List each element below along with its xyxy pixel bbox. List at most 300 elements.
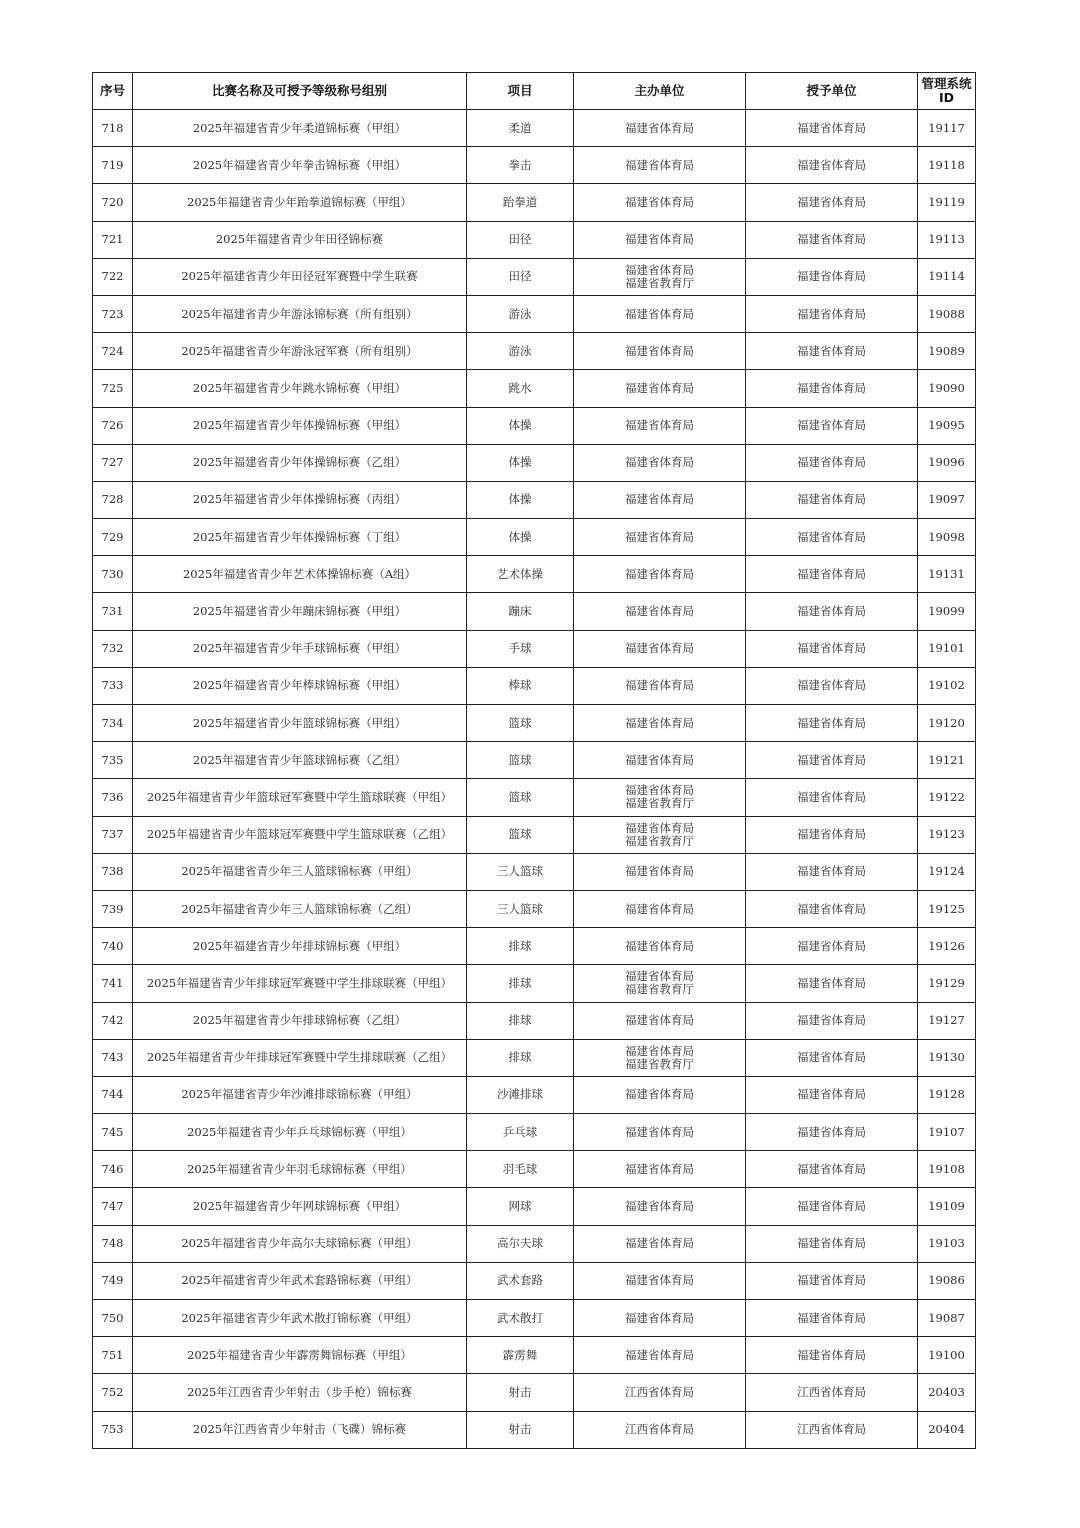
cell-sysid: 19097 bbox=[918, 481, 976, 518]
cell-name: 2025年江西省青少年射击（飞碟）锦标赛 bbox=[133, 1411, 467, 1448]
host-org: 福建省体育局 bbox=[625, 969, 694, 984]
cell-name: 2025年福建省青少年田径锦标赛 bbox=[133, 221, 467, 258]
cell-grantor: 福建省体育局 bbox=[746, 519, 918, 556]
cell-seq: 745 bbox=[93, 1114, 133, 1151]
cell-seq: 725 bbox=[93, 370, 133, 407]
cell-event: 高尔夫球 bbox=[467, 1225, 574, 1262]
cell-event: 体操 bbox=[467, 519, 574, 556]
table-row bbox=[93, 1076, 976, 1113]
cell-event: 射击 bbox=[467, 1411, 574, 1448]
cell-grantor: 福建省体育局 bbox=[746, 333, 918, 370]
cell-seq: 720 bbox=[93, 184, 133, 221]
cell-name: 2025年福建省青少年拳击锦标赛（甲组） bbox=[133, 147, 467, 184]
header-event: 项目 bbox=[467, 73, 574, 110]
cell-event: 游泳 bbox=[467, 333, 574, 370]
cell-name: 2025年福建省青少年篮球冠军赛暨中学生篮球联赛（甲组） bbox=[133, 779, 467, 816]
cell-host bbox=[574, 1114, 746, 1151]
table-row bbox=[93, 1411, 976, 1448]
host-org: 江西省体育局 bbox=[625, 1422, 694, 1437]
table-row bbox=[93, 1188, 976, 1225]
table-row bbox=[93, 258, 976, 295]
cell-grantor: 福建省体育局 bbox=[746, 1300, 918, 1337]
cell-name: 2025年福建省青少年篮球锦标赛（甲组） bbox=[133, 705, 467, 742]
cell-event: 柔道 bbox=[467, 110, 574, 147]
cell-name: 2025年福建省青少年武术套路锦标赛（甲组） bbox=[133, 1262, 467, 1299]
cell-event: 霹雳舞 bbox=[467, 1337, 574, 1374]
cell-sysid: 19109 bbox=[918, 1188, 976, 1225]
cell-sysid: 19103 bbox=[918, 1225, 976, 1262]
cell-host bbox=[574, 1262, 746, 1299]
table-row bbox=[93, 928, 976, 965]
cell-grantor: 福建省体育局 bbox=[746, 1039, 918, 1076]
cell-name: 2025年福建省青少年排球冠军赛暨中学生排球联赛（甲组） bbox=[133, 965, 467, 1002]
table-row bbox=[93, 816, 976, 853]
table-row bbox=[93, 853, 976, 890]
cell-sysid: 19122 bbox=[918, 779, 976, 816]
cell-name: 2025年福建省青少年网球锦标赛（甲组） bbox=[133, 1188, 467, 1225]
table-row bbox=[93, 110, 976, 147]
cell-seq: 722 bbox=[93, 258, 133, 295]
cell-seq: 748 bbox=[93, 1225, 133, 1262]
table-row bbox=[93, 519, 976, 556]
table-row bbox=[93, 444, 976, 481]
table-row bbox=[93, 1002, 976, 1039]
cell-host bbox=[574, 853, 746, 890]
cell-name: 2025年江西省青少年射击（步手枪）锦标赛 bbox=[133, 1374, 467, 1411]
cell-sysid: 19095 bbox=[918, 407, 976, 444]
cell-sysid: 19125 bbox=[918, 890, 976, 927]
cell-event: 排球 bbox=[467, 965, 574, 1002]
host-org: 福建省体育局 bbox=[625, 1043, 694, 1058]
cell-name: 2025年福建省青少年沙滩排球锦标赛（甲组） bbox=[133, 1076, 467, 1113]
cell-seq: 746 bbox=[93, 1151, 133, 1188]
cell-grantor: 福建省体育局 bbox=[746, 481, 918, 518]
host-org: 福建省体育局 bbox=[625, 1199, 694, 1214]
cell-event: 拳击 bbox=[467, 147, 574, 184]
cell-name: 2025年福建省青少年篮球冠军赛暨中学生篮球联赛（乙组） bbox=[133, 816, 467, 853]
cell-event: 艺术体操 bbox=[467, 556, 574, 593]
host-org: 福建省体育局 bbox=[625, 783, 694, 798]
cell-name: 2025年福建省青少年体操锦标赛（丙组） bbox=[133, 481, 467, 518]
host-org: 福建省体育局 bbox=[625, 752, 694, 767]
host-org: 福建省体育局 bbox=[625, 678, 694, 693]
cell-seq: 750 bbox=[93, 1300, 133, 1337]
cell-grantor: 福建省体育局 bbox=[746, 742, 918, 779]
cell-event: 棒球 bbox=[467, 667, 574, 704]
cell-sysid: 20404 bbox=[918, 1411, 976, 1448]
host-org: 江西省体育局 bbox=[625, 1384, 694, 1399]
cell-event: 蹦床 bbox=[467, 593, 574, 630]
cell-host bbox=[574, 147, 746, 184]
cell-host bbox=[574, 1188, 746, 1225]
cell-host bbox=[574, 1337, 746, 1374]
cell-event: 游泳 bbox=[467, 295, 574, 332]
table-row bbox=[93, 1337, 976, 1374]
cell-sysid: 19090 bbox=[918, 370, 976, 407]
cell-event: 乒乓球 bbox=[467, 1114, 574, 1151]
host-org: 福建省体育局 bbox=[625, 1161, 694, 1176]
header-grantor: 授予单位 bbox=[746, 73, 918, 110]
cell-name: 2025年福建省青少年武术散打锦标赛（甲组） bbox=[133, 1300, 467, 1337]
cell-seq: 729 bbox=[93, 519, 133, 556]
cell-sysid: 19086 bbox=[918, 1262, 976, 1299]
host-org: 福建省体育局 bbox=[625, 1087, 694, 1102]
cell-seq: 753 bbox=[93, 1411, 133, 1448]
cell-sysid: 19107 bbox=[918, 1114, 976, 1151]
cell-name: 2025年福建省青少年三人篮球锦标赛（乙组） bbox=[133, 890, 467, 927]
cell-grantor: 福建省体育局 bbox=[746, 965, 918, 1002]
cell-sysid: 19124 bbox=[918, 853, 976, 890]
cell-grantor: 福建省体育局 bbox=[746, 444, 918, 481]
cell-event: 田径 bbox=[467, 221, 574, 258]
cell-host bbox=[574, 221, 746, 258]
cell-grantor: 福建省体育局 bbox=[746, 147, 918, 184]
cell-event: 体操 bbox=[467, 407, 574, 444]
cell-event: 三人篮球 bbox=[467, 890, 574, 927]
table-row bbox=[93, 1114, 976, 1151]
cell-sysid: 19128 bbox=[918, 1076, 976, 1113]
cell-sysid: 19100 bbox=[918, 1337, 976, 1374]
cell-event: 篮球 bbox=[467, 816, 574, 853]
cell-sysid: 19130 bbox=[918, 1039, 976, 1076]
cell-name: 2025年福建省青少年田径冠军赛暨中学生联赛 bbox=[133, 258, 467, 295]
host-org: 福建省体育局 bbox=[625, 1310, 694, 1325]
host-org: 福建省体育局 bbox=[625, 938, 694, 953]
cell-seq: 724 bbox=[93, 333, 133, 370]
cell-name: 2025年福建省青少年艺术体操锦标赛（A组） bbox=[133, 556, 467, 593]
table-row bbox=[93, 184, 976, 221]
cell-grantor: 福建省体育局 bbox=[746, 407, 918, 444]
table-row bbox=[93, 667, 976, 704]
table-row bbox=[93, 742, 976, 779]
cell-host bbox=[574, 407, 746, 444]
host-org: 福建省体育局 bbox=[625, 1273, 694, 1288]
cell-seq: 726 bbox=[93, 407, 133, 444]
cell-host bbox=[574, 556, 746, 593]
cell-grantor: 福建省体育局 bbox=[746, 630, 918, 667]
cell-event: 武术散打 bbox=[467, 1300, 574, 1337]
cell-event: 排球 bbox=[467, 928, 574, 965]
cell-host bbox=[574, 742, 746, 779]
header-host: 主办单位 bbox=[574, 73, 746, 110]
host-org: 福建省体育局 bbox=[625, 120, 694, 135]
host-org: 福建省体育局 bbox=[625, 715, 694, 730]
cell-grantor: 福建省体育局 bbox=[746, 1188, 918, 1225]
host-org: 福建省教育厅 bbox=[625, 796, 694, 811]
cell-name: 2025年福建省青少年手球锦标赛（甲组） bbox=[133, 630, 467, 667]
cell-sysid: 19087 bbox=[918, 1300, 976, 1337]
cell-event: 羽毛球 bbox=[467, 1151, 574, 1188]
host-org: 福建省体育局 bbox=[625, 232, 694, 247]
cell-seq: 739 bbox=[93, 890, 133, 927]
cell-name: 2025年福建省青少年蹦床锦标赛（甲组） bbox=[133, 593, 467, 630]
cell-grantor: 福建省体育局 bbox=[746, 853, 918, 890]
cell-name: 2025年福建省青少年羽毛球锦标赛（甲组） bbox=[133, 1151, 467, 1188]
cell-host bbox=[574, 333, 746, 370]
cell-name: 2025年福建省青少年体操锦标赛（乙组） bbox=[133, 444, 467, 481]
cell-sysid: 19088 bbox=[918, 295, 976, 332]
cell-seq: 751 bbox=[93, 1337, 133, 1374]
cell-name: 2025年福建省青少年柔道锦标赛（甲组） bbox=[133, 110, 467, 147]
cell-seq: 742 bbox=[93, 1002, 133, 1039]
cell-host bbox=[574, 444, 746, 481]
cell-host bbox=[574, 816, 746, 853]
table-row bbox=[93, 630, 976, 667]
cell-event: 体操 bbox=[467, 481, 574, 518]
table-row bbox=[93, 1374, 976, 1411]
cell-host bbox=[574, 890, 746, 927]
cell-sysid: 19101 bbox=[918, 630, 976, 667]
cell-grantor: 福建省体育局 bbox=[746, 667, 918, 704]
cell-host bbox=[574, 1002, 746, 1039]
cell-sysid: 19126 bbox=[918, 928, 976, 965]
cell-seq: 723 bbox=[93, 295, 133, 332]
host-org: 福建省体育局 bbox=[625, 1124, 694, 1139]
table-row bbox=[93, 890, 976, 927]
cell-event: 排球 bbox=[467, 1039, 574, 1076]
cell-grantor: 福建省体育局 bbox=[746, 1151, 918, 1188]
host-org: 福建省体育局 bbox=[625, 306, 694, 321]
table-row bbox=[93, 295, 976, 332]
table-row bbox=[93, 1039, 976, 1076]
table-row bbox=[93, 333, 976, 370]
cell-event: 网球 bbox=[467, 1188, 574, 1225]
cell-grantor: 福建省体育局 bbox=[746, 221, 918, 258]
cell-seq: 747 bbox=[93, 1188, 133, 1225]
cell-event: 手球 bbox=[467, 630, 574, 667]
cell-host bbox=[574, 258, 746, 295]
cell-name: 2025年福建省青少年排球冠军赛暨中学生排球联赛（乙组） bbox=[133, 1039, 467, 1076]
cell-sysid: 19096 bbox=[918, 444, 976, 481]
cell-sysid: 19118 bbox=[918, 147, 976, 184]
table-row bbox=[93, 1225, 976, 1262]
cell-grantor: 福建省体育局 bbox=[746, 1076, 918, 1113]
cell-grantor: 福建省体育局 bbox=[746, 556, 918, 593]
cell-name: 2025年福建省青少年游泳冠军赛（所有组别） bbox=[133, 333, 467, 370]
cell-seq: 731 bbox=[93, 593, 133, 630]
host-org: 福建省体育局 bbox=[625, 492, 694, 507]
cell-seq: 752 bbox=[93, 1374, 133, 1411]
cell-sysid: 19119 bbox=[918, 184, 976, 221]
cell-host bbox=[574, 928, 746, 965]
cell-grantor: 江西省体育局 bbox=[746, 1411, 918, 1448]
table-row bbox=[93, 147, 976, 184]
table-row bbox=[93, 779, 976, 816]
host-org: 福建省体育局 bbox=[625, 566, 694, 581]
cell-host bbox=[574, 184, 746, 221]
cell-host bbox=[574, 1411, 746, 1448]
cell-event: 篮球 bbox=[467, 779, 574, 816]
cell-name: 2025年福建省青少年体操锦标赛（丁组） bbox=[133, 519, 467, 556]
table-row bbox=[93, 221, 976, 258]
host-org: 福建省体育局 bbox=[625, 901, 694, 916]
cell-grantor: 福建省体育局 bbox=[746, 370, 918, 407]
cell-host bbox=[574, 1300, 746, 1337]
cell-name: 2025年福建省青少年排球锦标赛（甲组） bbox=[133, 928, 467, 965]
cell-event: 射击 bbox=[467, 1374, 574, 1411]
cell-host bbox=[574, 481, 746, 518]
cell-sysid: 19129 bbox=[918, 965, 976, 1002]
cell-grantor: 福建省体育局 bbox=[746, 110, 918, 147]
table-row bbox=[93, 481, 976, 518]
host-org: 福建省体育局 bbox=[625, 604, 694, 619]
cell-name: 2025年福建省青少年霹雳舞锦标赛（甲组） bbox=[133, 1337, 467, 1374]
cell-host bbox=[574, 110, 746, 147]
cell-sysid: 19098 bbox=[918, 519, 976, 556]
cell-seq: 730 bbox=[93, 556, 133, 593]
cell-seq: 721 bbox=[93, 221, 133, 258]
cell-seq: 744 bbox=[93, 1076, 133, 1113]
cell-name: 2025年福建省青少年高尔夫球锦标赛（甲组） bbox=[133, 1225, 467, 1262]
cell-event: 篮球 bbox=[467, 705, 574, 742]
cell-host bbox=[574, 630, 746, 667]
cell-name: 2025年福建省青少年体操锦标赛（甲组） bbox=[133, 407, 467, 444]
cell-seq: 734 bbox=[93, 705, 133, 742]
cell-grantor: 福建省体育局 bbox=[746, 1337, 918, 1374]
host-org: 福建省体育局 bbox=[625, 529, 694, 544]
cell-grantor: 福建省体育局 bbox=[746, 1262, 918, 1299]
cell-host bbox=[574, 1374, 746, 1411]
header-sysid-line1: 管理系统 bbox=[921, 76, 972, 91]
cell-name: 2025年福建省青少年跆拳道锦标赛（甲组） bbox=[133, 184, 467, 221]
cell-seq: 733 bbox=[93, 667, 133, 704]
host-org: 福建省体育局 bbox=[625, 418, 694, 433]
cell-host bbox=[574, 519, 746, 556]
cell-sysid: 19123 bbox=[918, 816, 976, 853]
cell-seq: 737 bbox=[93, 816, 133, 853]
cell-host bbox=[574, 1076, 746, 1113]
cell-name: 2025年福建省青少年游泳锦标赛（所有组别） bbox=[133, 295, 467, 332]
cell-sysid: 20403 bbox=[918, 1374, 976, 1411]
host-org: 福建省体育局 bbox=[625, 641, 694, 656]
cell-grantor: 福建省体育局 bbox=[746, 705, 918, 742]
host-org: 福建省体育局 bbox=[625, 262, 694, 277]
cell-event: 排球 bbox=[467, 1002, 574, 1039]
cell-grantor: 福建省体育局 bbox=[746, 1114, 918, 1151]
cell-seq: 735 bbox=[93, 742, 133, 779]
table-row bbox=[93, 1262, 976, 1299]
cell-seq: 719 bbox=[93, 147, 133, 184]
table-row bbox=[93, 593, 976, 630]
table-row bbox=[93, 705, 976, 742]
cell-sysid: 19113 bbox=[918, 221, 976, 258]
cell-name: 2025年福建省青少年排球锦标赛（乙组） bbox=[133, 1002, 467, 1039]
cell-host bbox=[574, 1225, 746, 1262]
cell-host bbox=[574, 1151, 746, 1188]
cell-grantor: 福建省体育局 bbox=[746, 184, 918, 221]
host-org: 福建省体育局 bbox=[625, 455, 694, 470]
cell-host bbox=[574, 1039, 746, 1076]
table-row bbox=[93, 1300, 976, 1337]
cell-seq: 740 bbox=[93, 928, 133, 965]
host-org: 福建省教育厅 bbox=[625, 275, 694, 290]
cell-host bbox=[574, 667, 746, 704]
cell-grantor: 江西省体育局 bbox=[746, 1374, 918, 1411]
host-org: 福建省体育局 bbox=[625, 194, 694, 209]
table-row bbox=[93, 370, 976, 407]
cell-grantor: 福建省体育局 bbox=[746, 593, 918, 630]
cell-grantor: 福建省体育局 bbox=[746, 779, 918, 816]
cell-event: 跳水 bbox=[467, 370, 574, 407]
cell-sysid: 19131 bbox=[918, 556, 976, 593]
cell-grantor: 福建省体育局 bbox=[746, 295, 918, 332]
cell-seq: 736 bbox=[93, 779, 133, 816]
cell-event: 武术套路 bbox=[467, 1262, 574, 1299]
host-org: 福建省体育局 bbox=[625, 820, 694, 835]
cell-event: 体操 bbox=[467, 444, 574, 481]
host-org: 福建省教育厅 bbox=[625, 833, 694, 848]
header-name: 比赛名称及可授予等级称号组别 bbox=[133, 73, 467, 110]
cell-name: 2025年福建省青少年跳水锦标赛（甲组） bbox=[133, 370, 467, 407]
cell-sysid: 19108 bbox=[918, 1151, 976, 1188]
cell-seq: 743 bbox=[93, 1039, 133, 1076]
cell-sysid: 19120 bbox=[918, 705, 976, 742]
cell-event: 跆拳道 bbox=[467, 184, 574, 221]
header-seq: 序号 bbox=[93, 73, 133, 110]
host-org: 福建省体育局 bbox=[625, 864, 694, 879]
cell-name: 2025年福建省青少年乒乓球锦标赛（甲组） bbox=[133, 1114, 467, 1151]
cell-grantor: 福建省体育局 bbox=[746, 1002, 918, 1039]
cell-host bbox=[574, 370, 746, 407]
cell-grantor: 福建省体育局 bbox=[746, 1225, 918, 1262]
table-row bbox=[93, 407, 976, 444]
host-org: 福建省体育局 bbox=[625, 157, 694, 172]
competition-table bbox=[92, 72, 976, 1449]
cell-event: 三人篮球 bbox=[467, 853, 574, 890]
host-org: 福建省体育局 bbox=[625, 380, 694, 395]
cell-host bbox=[574, 705, 746, 742]
cell-sysid: 19089 bbox=[918, 333, 976, 370]
cell-host bbox=[574, 965, 746, 1002]
cell-name: 2025年福建省青少年三人篮球锦标赛（甲组） bbox=[133, 853, 467, 890]
table-row bbox=[93, 965, 976, 1002]
cell-grantor: 福建省体育局 bbox=[746, 890, 918, 927]
cell-grantor: 福建省体育局 bbox=[746, 816, 918, 853]
host-org: 福建省体育局 bbox=[625, 343, 694, 358]
cell-host bbox=[574, 779, 746, 816]
cell-sysid: 19099 bbox=[918, 593, 976, 630]
cell-sysid: 19114 bbox=[918, 258, 976, 295]
cell-event: 篮球 bbox=[467, 742, 574, 779]
cell-name: 2025年福建省青少年篮球锦标赛（乙组） bbox=[133, 742, 467, 779]
host-org: 福建省教育厅 bbox=[625, 982, 694, 997]
table-row bbox=[93, 556, 976, 593]
header-row bbox=[93, 73, 976, 110]
host-org: 福建省体育局 bbox=[625, 1236, 694, 1251]
cell-sysid: 19117 bbox=[918, 110, 976, 147]
table-body bbox=[93, 110, 976, 1449]
cell-seq: 727 bbox=[93, 444, 133, 481]
header-sysid-line2: ID bbox=[938, 90, 955, 105]
cell-sysid: 19102 bbox=[918, 667, 976, 704]
host-org: 福建省体育局 bbox=[625, 1347, 694, 1362]
cell-host bbox=[574, 593, 746, 630]
cell-sysid: 19121 bbox=[918, 742, 976, 779]
cell-seq: 728 bbox=[93, 481, 133, 518]
cell-sysid: 19127 bbox=[918, 1002, 976, 1039]
cell-event: 田径 bbox=[467, 258, 574, 295]
cell-seq: 738 bbox=[93, 853, 133, 890]
cell-event: 沙滩排球 bbox=[467, 1076, 574, 1113]
header-sysid bbox=[918, 73, 976, 110]
cell-grantor: 福建省体育局 bbox=[746, 258, 918, 295]
cell-grantor: 福建省体育局 bbox=[746, 928, 918, 965]
cell-host bbox=[574, 295, 746, 332]
cell-seq: 732 bbox=[93, 630, 133, 667]
cell-seq: 741 bbox=[93, 965, 133, 1002]
cell-seq: 749 bbox=[93, 1262, 133, 1299]
cell-seq: 718 bbox=[93, 110, 133, 147]
